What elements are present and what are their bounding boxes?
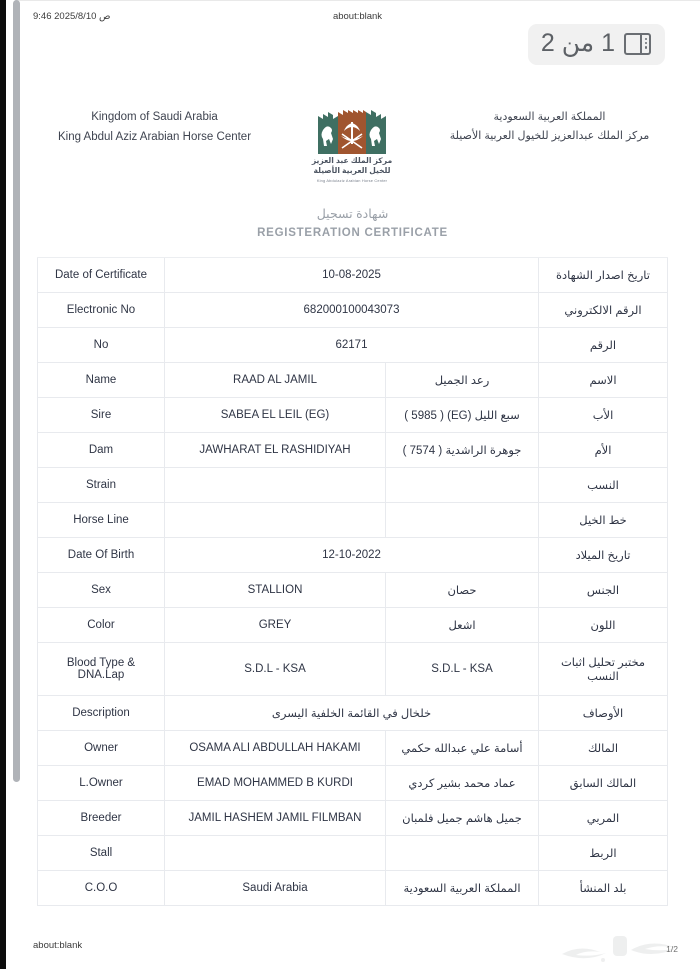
row-value-english <box>165 468 386 503</box>
row-value-arabic: المملكة العربية السعودية <box>386 871 539 906</box>
row-label-arabic: المالك السابق <box>539 766 668 801</box>
row-value-english: GREY <box>165 608 386 643</box>
row-value-arabic: جميل هاشم جميل فلمبان <box>386 801 539 836</box>
row-label-english: Strain <box>38 468 165 503</box>
row-value-arabic <box>386 468 539 503</box>
row-value-merged: 12-10-2022 <box>165 538 539 573</box>
header-english-line1: Kingdom of Saudi Arabia <box>91 111 218 123</box>
row-label-english: Owner <box>38 731 165 766</box>
logo-arabic-line1: مركز الملك عبد العزيز <box>311 156 393 165</box>
row-label-english: No <box>38 328 165 363</box>
row-label-arabic: الأوصاف <box>539 696 668 731</box>
page-fraction-label: 1/2 <box>666 944 678 954</box>
row-label-arabic: اللون <box>539 608 668 643</box>
certificate-row <box>38 766 668 801</box>
page-counter-label: 1 من 2 <box>540 29 615 57</box>
row-label-arabic: الاسم <box>539 363 668 398</box>
print-url-top: about:blank <box>332 11 383 22</box>
row-value-arabic: أسامة علي عبدالله حكمي <box>386 731 539 766</box>
row-value-arabic: رعد الجميل <box>386 363 539 398</box>
row-label-arabic: المالك <box>539 731 668 766</box>
row-label-arabic: خط الخيل <box>539 503 668 538</box>
row-label-english: Name <box>38 363 165 398</box>
row-label-english: Sire <box>38 398 165 433</box>
certificate-row <box>38 258 668 293</box>
row-label-arabic: الرقم الالكتروني <box>539 293 668 328</box>
pages-panel-icon <box>624 33 651 55</box>
document-header <box>37 108 667 183</box>
row-value-english: JAWHARAT EL RASHIDIYAH <box>165 433 386 468</box>
row-value-english: JAMIL HASHEM JAMIL FILMBAN <box>165 801 386 836</box>
page-scrollbar[interactable] <box>6 0 15 930</box>
print-footer-meta <box>15 940 700 960</box>
certificate-row <box>38 573 668 608</box>
certificate-title-arabic: شهادة تسجيل <box>316 206 389 221</box>
print-url-bottom: about:blank <box>33 940 83 951</box>
row-label-english: Date Of Birth <box>38 538 165 573</box>
row-label-english: Horse Line <box>38 503 165 538</box>
certificate-row <box>38 801 668 836</box>
certificate-title-english: REGISTERATION CERTIFICATE <box>257 226 448 239</box>
row-label-english: Stall <box>38 836 165 871</box>
row-value-arabic <box>386 836 539 871</box>
row-label-arabic: الجنس <box>539 573 668 608</box>
row-label-english: Color <box>38 608 165 643</box>
header-english <box>37 108 272 148</box>
row-label-english: Blood Type & DNA.Lap <box>38 643 165 696</box>
certificate-row <box>38 643 668 696</box>
row-label-arabic: المربي <box>539 801 668 836</box>
certificate-row <box>38 608 668 643</box>
certificate-row <box>38 328 668 363</box>
row-value-english: S.D.L - KSA <box>165 643 386 696</box>
row-value-merged: 682000100043073 <box>165 293 539 328</box>
row-label-arabic: تاريخ الميلاد <box>539 538 668 573</box>
logo-english-text: King Abdulaziz Arabian Horse Center <box>316 178 388 183</box>
header-arabic-line2: مركز الملك عبدالعزيز للخيول العربية الأصيلة <box>449 129 650 142</box>
row-value-english <box>165 503 386 538</box>
row-label-english: Dam <box>38 433 165 468</box>
row-value-merged: 10-08-2025 <box>165 258 539 293</box>
row-label-english: Electronic No <box>38 293 165 328</box>
window-left-edge <box>0 0 6 969</box>
row-value-english: Saudi Arabia <box>165 871 386 906</box>
row-value-english <box>165 836 386 871</box>
page-counter-pill[interactable] <box>528 24 665 65</box>
row-label-english: Description <box>38 696 165 731</box>
top-divider <box>15 0 700 1</box>
row-value-english: SABEA EL LEIL (EG) <box>165 398 386 433</box>
header-arabic-line1: المملكة العربية السعودية <box>493 111 606 123</box>
header-arabic <box>432 108 667 146</box>
certificate-row <box>38 363 668 398</box>
organization-logo <box>298 110 406 183</box>
row-label-arabic: تاريخ اصدار الشهادة <box>539 258 668 293</box>
certificate-row <box>38 538 668 573</box>
row-value-english: EMAD MOHAMMED B KURDI <box>165 766 386 801</box>
certificate-row <box>38 503 668 538</box>
certificate-row <box>38 731 668 766</box>
row-value-arabic <box>386 503 539 538</box>
row-value-english: RAAD AL JAMIL <box>165 363 386 398</box>
logo-arabic-text <box>298 156 406 177</box>
row-value-arabic: سبع الليل (EG) ( 5985 ) <box>386 398 539 433</box>
row-value-arabic: عماد محمد بشير كردي <box>386 766 539 801</box>
certificate-table-body <box>38 189 668 906</box>
certificate-row <box>38 433 668 468</box>
row-value-english: STALLION <box>165 573 386 608</box>
row-value-merged: 62171 <box>165 328 539 363</box>
certificate-title-cell <box>38 189 668 258</box>
row-label-english: C.O.O <box>38 871 165 906</box>
certificate-row <box>38 696 668 731</box>
row-value-arabic: جوهرة الراشدية ( 7574 ) <box>386 433 539 468</box>
scrollbar-thumb[interactable] <box>13 0 20 782</box>
horse-center-emblem-icon <box>314 110 390 154</box>
logo-arabic-line2: للخيل العربية الأصيلة <box>313 166 391 176</box>
row-label-arabic: مختبر تحليل اثبات النسب <box>539 643 668 696</box>
row-label-arabic: الأم <box>539 433 668 468</box>
row-label-arabic: الربط <box>539 836 668 871</box>
header-english-line2: King Abdul Aziz Arabian Horse Center <box>57 130 252 143</box>
row-label-arabic: الأب <box>539 398 668 433</box>
certificate-row <box>38 871 668 906</box>
row-label-english: Sex <box>38 573 165 608</box>
row-value-english: OSAMA ALI ABDULLAH HAKAMI <box>165 731 386 766</box>
certificate-row <box>38 398 668 433</box>
row-label-english: Breeder <box>38 801 165 836</box>
row-label-english: L.Owner <box>38 766 165 801</box>
row-label-arabic: بلد المنشأ <box>539 871 668 906</box>
row-value-arabic: اشعل <box>386 608 539 643</box>
print-timestamp: 9:46 2025/8/10 ص <box>33 11 111 22</box>
row-value-arabic: حصان <box>386 573 539 608</box>
row-value-merged: خلخال في القائمة الخلفية اليسرى <box>165 696 539 731</box>
certificate-title-row <box>38 189 668 258</box>
certificate-row <box>38 468 668 503</box>
certificate-row <box>38 293 668 328</box>
row-value-arabic: S.D.L - KSA <box>386 643 539 696</box>
registration-certificate-table <box>37 189 668 906</box>
row-label-english: Date of Certificate <box>38 258 165 293</box>
row-label-arabic: الرقم <box>539 328 668 363</box>
certificate-row <box>38 836 668 871</box>
row-label-arabic: النسب <box>539 468 668 503</box>
